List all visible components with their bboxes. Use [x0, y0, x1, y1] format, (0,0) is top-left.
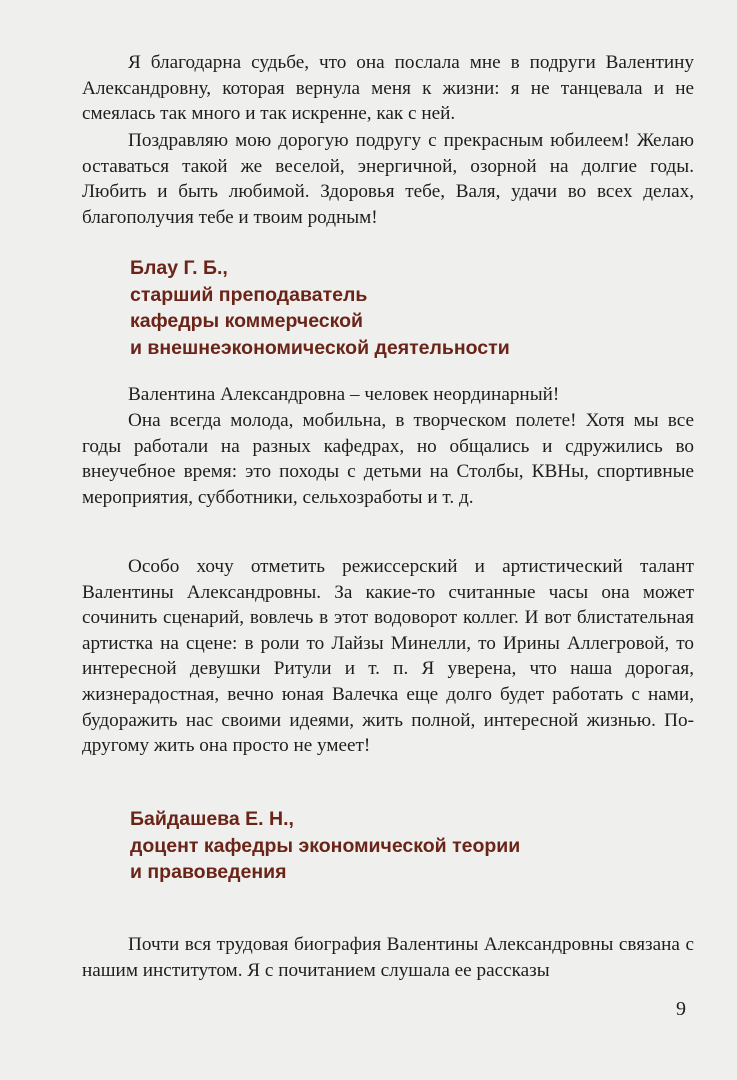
page-number: 9: [676, 998, 686, 1020]
paragraph-friendship: Она всегда молода, мобильна, в творческом полете! Хотя мы все годы работали на разных кафедрах, но общались и сдружились во внеучебное время: это походы с детьми на Столбы, КВНы, спортивные мероприятия, субботники, сельхозработы и т. д.: [82, 410, 694, 508]
author-name: Байдашева Е. Н.,: [130, 808, 294, 830]
author-heading-baidasheva: [130, 806, 650, 886]
author-department: кафедры коммерческой: [130, 310, 364, 332]
author-name: Блау Г. Б.,: [130, 257, 228, 279]
author-heading-blau: [130, 255, 650, 361]
author-position: старший преподаватель: [130, 283, 368, 306]
author-department: и правоведения: [130, 861, 287, 883]
paragraph-congratulation: Поздравляю мою дорогую подругу с прекрасным юбилеем! Желаю оставаться такой же веселой, энергичной, озорной на долгие годы. Любить и быть любимой. Здоровья тебе, Валя, удачи во всех делах, благополучия тебе и твоим родным!: [82, 130, 694, 228]
author-position: доцент кафедры экономической теории: [130, 834, 521, 857]
paragraph-biography: Почти вся трудовая биография Валентины Александровны связана с нашим институтом. Я с почитанием слушала ее рассказы: [82, 934, 694, 981]
author-department: и внешнеэкономической деятельности: [130, 336, 510, 359]
paragraph-intro: Валентина Александровна – человек неординарный!: [128, 384, 560, 405]
paragraph-talent: Особо хочу отметить режиссерский и артистический талант Валентины Александровны. За какие-то считанные часы она может сочинить сценарий, вовлечь в этот водоворот коллег. И вот блистательная артистка на сцене: в роли то Лайзы Минелли, то Ирины Аллегровой, то интересной девушки Ритули и т. п. Я уверена, что наша дорогая, жизнерадостная, вечно юная Валечка еще долго будет работать с нами, будоражить нас своими идеями, жить полной, интересной жизнью. По-другому жить она просто не умеет!: [82, 556, 694, 757]
paragraph-gratitude: Я благодарна судьбе, что она послала мне в подруги Валентину Александровну, которая вернула меня к жизни: я не танцевала и не смеялась так много и так искренне, как с ней.: [82, 52, 694, 125]
